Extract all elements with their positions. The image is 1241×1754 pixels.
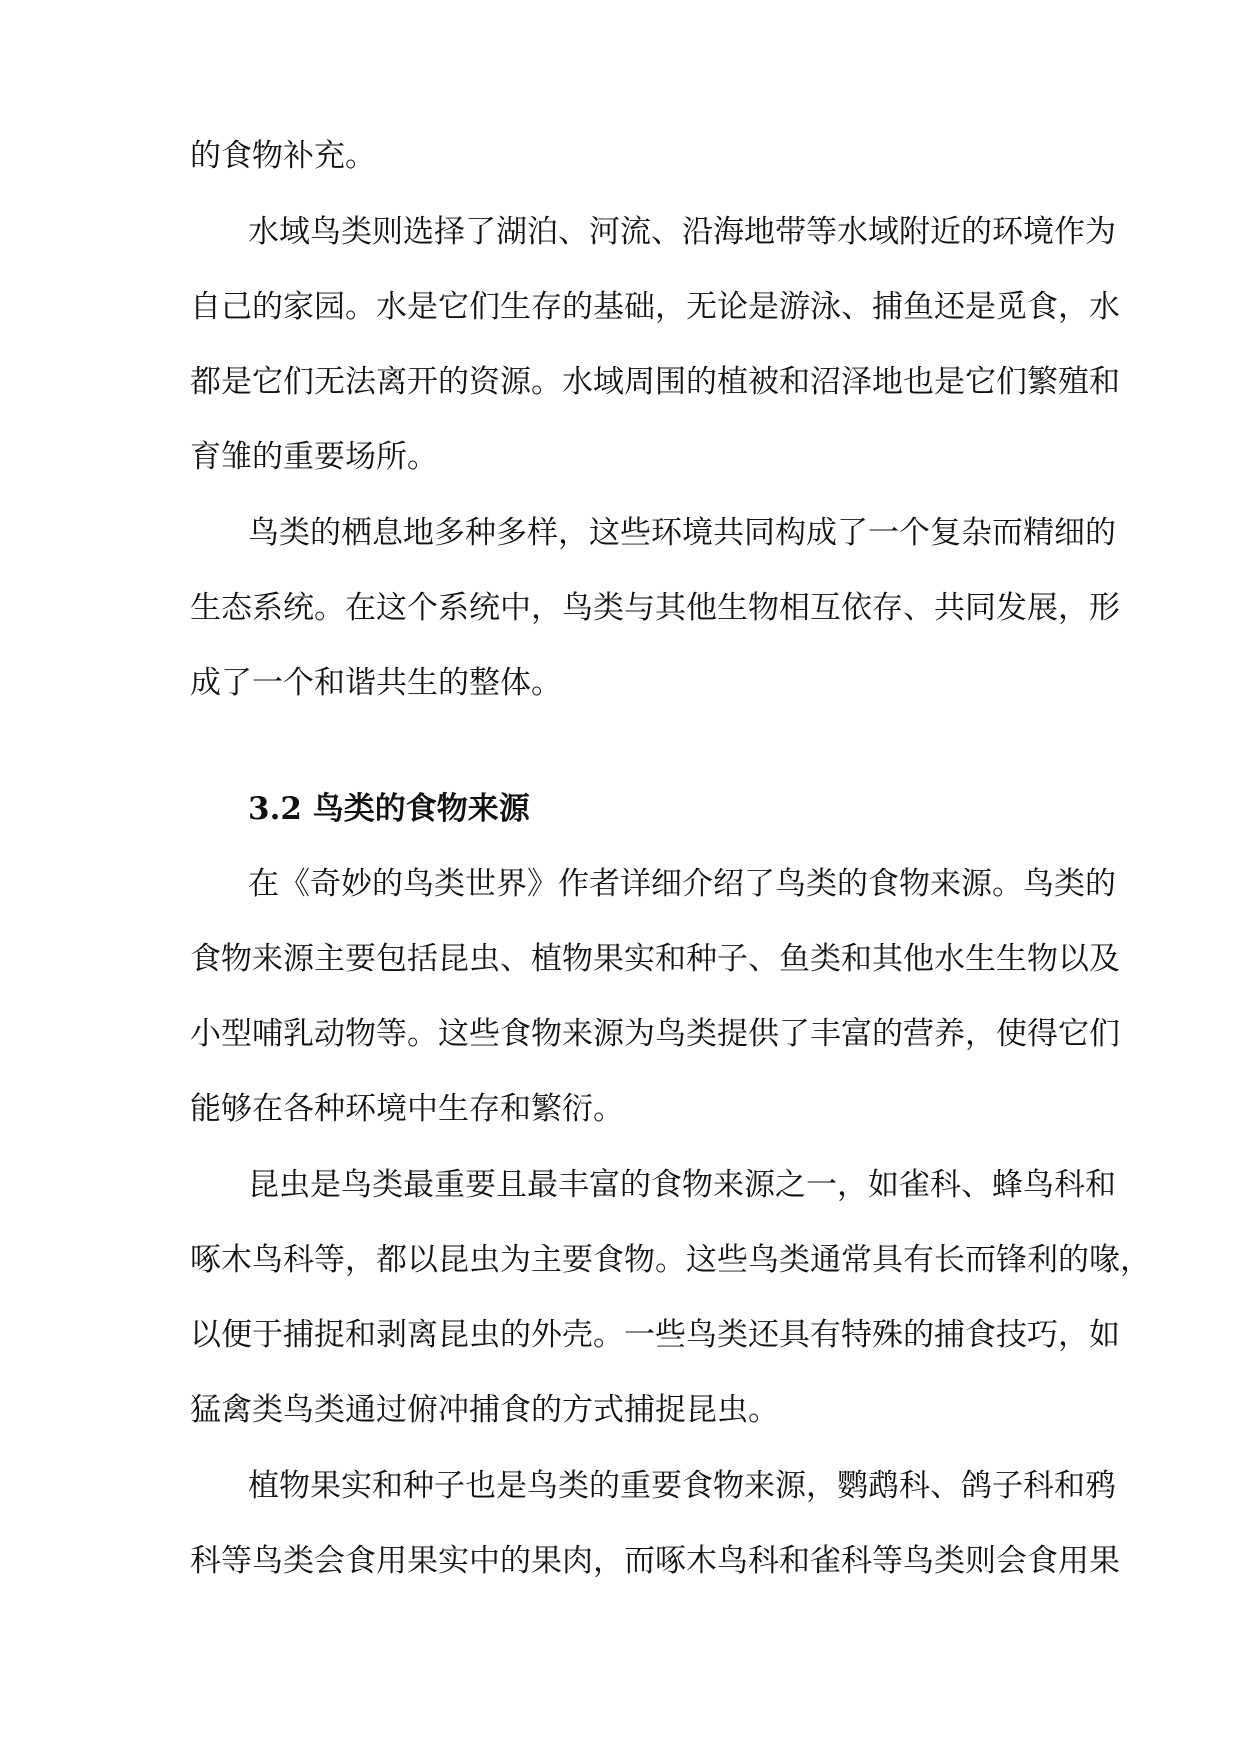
paragraph-4-line: 啄木鸟科等，都以昆虫为主要食物。这些鸟类通常具有长而锋利的喙，	[190, 1242, 1151, 1278]
paragraph-4-line: 以便于捕捉和剥离昆虫的外壳。一些鸟类还具有特殊的捕食技巧，如	[190, 1317, 1120, 1353]
paragraph-1-line: 水域鸟类则选择了湖泊、河流、沿海地带等水域附近的环境作为	[248, 214, 1116, 250]
paragraph-continuation-line: 的食物补充。	[190, 138, 376, 174]
paragraph-3-line: 小型哺乳动物等。这些食物来源为鸟类提供了丰富的营养，使得它们	[190, 1016, 1120, 1052]
paragraph-3-line: 食物来源主要包括昆虫、植物果实和种子、鱼类和其他水生生物以及	[190, 941, 1120, 977]
paragraph-5-line: 科等鸟类会食用果实中的果肉，而啄木鸟科和雀科等鸟类则会食用果	[190, 1543, 1120, 1579]
paragraph-4-line: 猛禽类鸟类通过俯冲捕食的方式捕捉昆虫。	[190, 1392, 779, 1428]
paragraph-2-line: 生态系统。在这个系统中，鸟类与其他生物相互依存、共同发展，形	[190, 590, 1120, 626]
paragraph-2-line: 成了一个和谐共生的整体。	[190, 665, 562, 701]
paragraph-4-line: 昆虫是鸟类最重要且最丰富的食物来源之一，如雀科、蜂鸟科和	[248, 1167, 1116, 1203]
paragraph-2-line: 鸟类的栖息地多种多样，这些环境共同构成了一个复杂而精细的	[248, 515, 1116, 551]
paragraph-3-line: 能够在各种环境中生存和繁衍。	[190, 1091, 624, 1127]
paragraph-1-line: 自己的家园。水是它们生存的基础，无论是游泳、捕鱼还是觅食，水	[190, 289, 1120, 325]
paragraph-1-line: 都是它们无法离开的资源。水域周围的植被和沼泽地也是它们繁殖和	[190, 364, 1120, 400]
paragraph-3-line: 在《奇妙的鸟类世界》作者详细介绍了鸟类的食物来源。鸟类的	[248, 866, 1116, 902]
paragraph-5-line: 植物果实和种子也是鸟类的重要食物来源，鹦鹉科、鸽子科和鸦	[248, 1468, 1116, 1504]
paragraph-1-line: 育雏的重要场所。	[190, 439, 438, 475]
section-heading: 3.2 鸟类的食物来源	[248, 791, 530, 827]
